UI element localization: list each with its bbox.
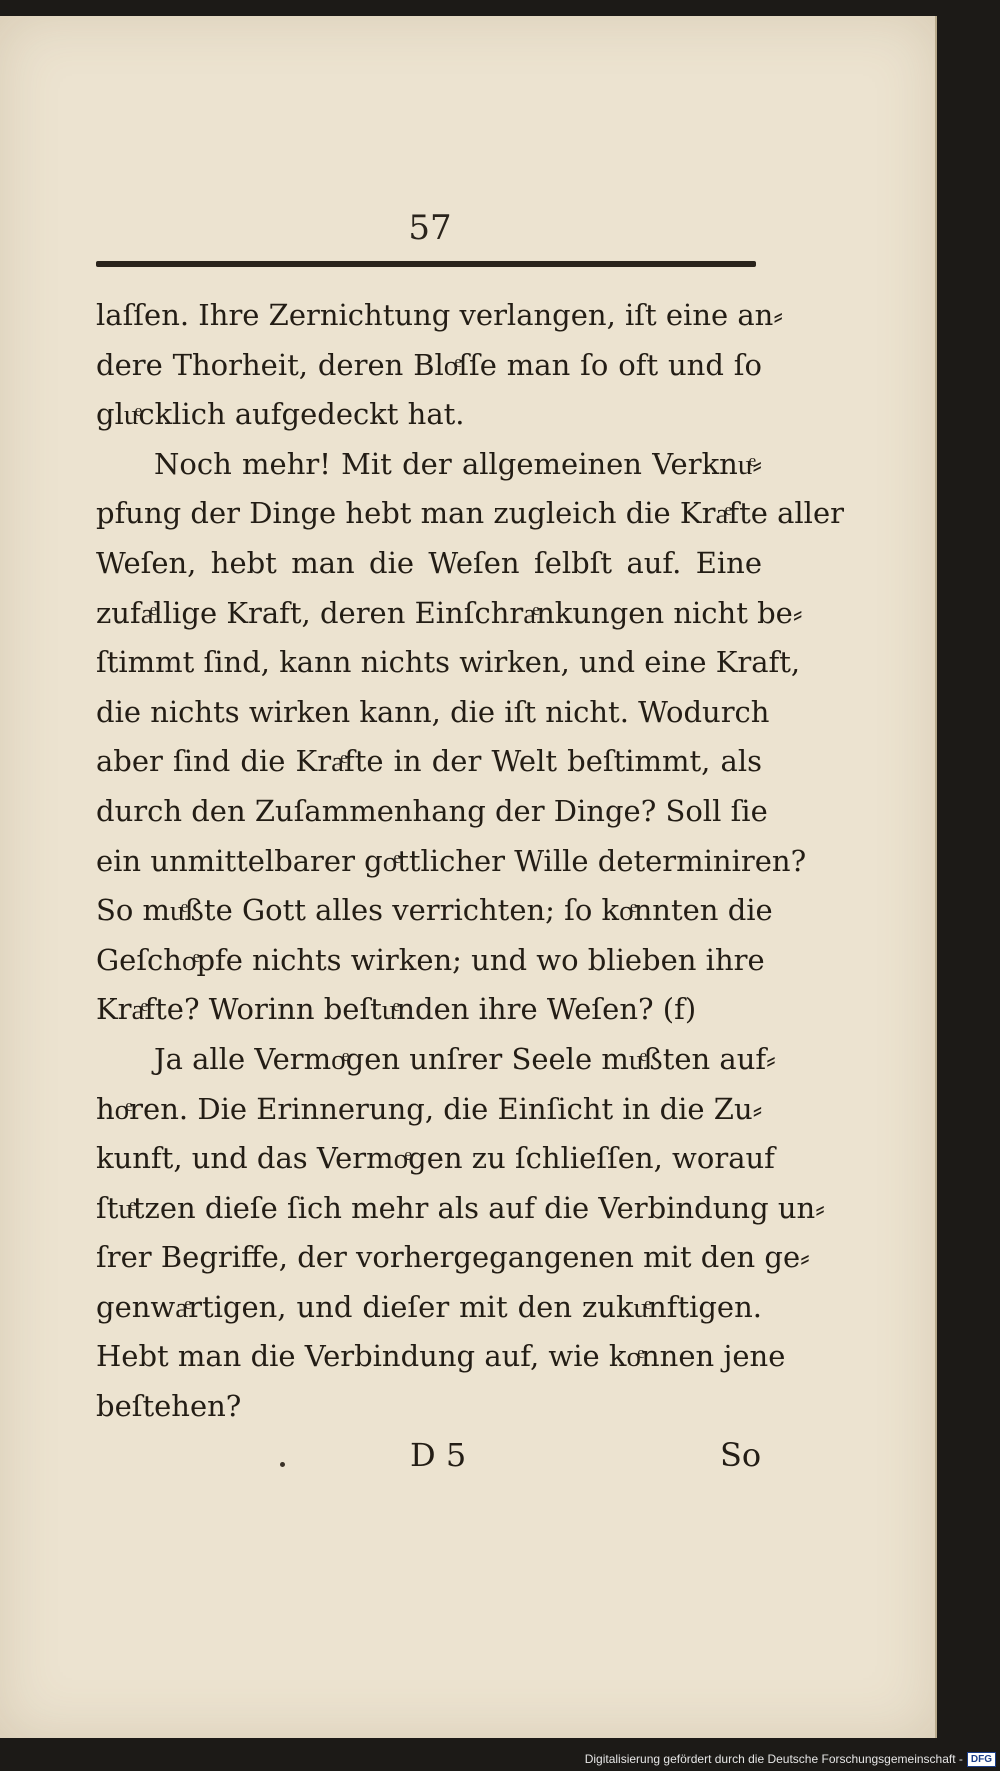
text-line: Geſchoͤpfe nichts wirken; und wo blieben ihre (96, 942, 765, 977)
page-number: 57 (408, 208, 452, 248)
digitization-footer (585, 1750, 996, 1768)
funding-credit: Digitalisierung gefördert durch die Deutsche Forschungsgemeinschaft - (584, 1752, 963, 1766)
text-line: ſtimmt ſind, kann nichts wirken, und eine Kraft, (96, 645, 801, 680)
text-line: ſtuͤtzen dieſe ſich mehr als auf die Verbindung un⸗ (96, 1190, 825, 1225)
text-line: pfung der Dinge hebt man zugleich die Kraͤfte aller (96, 496, 844, 531)
signature-mark: D 5 (410, 1436, 467, 1474)
text-line: Noch mehr! Mit der allgemeinen Verknuͤ⸗ (154, 446, 762, 481)
text-line: ſrer Begriffe, der vorhergegangenen mit den ge⸗ (96, 1240, 810, 1275)
text-line: aber ſind die Kraͤfte in der Welt beſtimmt, als (96, 744, 762, 779)
scanned-book-page (0, 16, 937, 1738)
text-line: durch den Zuſammenhang der Dinge? Soll ſie (96, 793, 768, 828)
dfg-logo: DFG (967, 1752, 996, 1767)
text-line: Hebt man die Verbindung auf, wie koͤnnen jene (96, 1339, 786, 1374)
text-line: dere Thorheit, deren Bloͤſſe man ſo oft und ſo (96, 347, 762, 382)
header-rule (96, 261, 756, 267)
text-line: zufaͤllige Kraft, deren Einſchraͤnkungen nicht be⸗ (96, 595, 803, 630)
text-line: die nichts wirken kann, die iſt nicht. Wodurch (96, 694, 770, 729)
text-line: laſſen. Ihre Zernichtung verlangen, iſt eine an⸗ (96, 298, 784, 332)
text-line: So muͤßte Gott alles verrichten; ſo koͤnnten die (96, 893, 773, 928)
ink-speck (280, 1462, 285, 1467)
text-line: gluͤcklich aufgedeckt hat. (96, 397, 465, 432)
catchword: So (720, 1436, 762, 1474)
text-line: hoͤren. Die Erinnerung, die Einſicht in die Zu⸗ (96, 1091, 763, 1126)
text-line: kunft, und das Vermoͤgen zu ſchlieſſen, worauf (96, 1141, 775, 1176)
text-line: genwaͤrtigen, und dieſer mit den zukuͤnftigen. (96, 1289, 762, 1324)
text-line: beſtehen? (96, 1389, 242, 1424)
text-line: ein unmittelbarer goͤttlicher Wille determiniren? (96, 843, 807, 878)
text-line: Weſen, hebt man die Weſen ſelbſt auf. Eine (96, 545, 762, 580)
text-line: Kraͤfte? Worinn beſtuͤnden ihre Weſen? (f) (96, 992, 697, 1027)
text-line: Ja alle Vermoͤgen unſrer Seele muͤßten auf⸗ (154, 1041, 776, 1076)
body-text (96, 291, 844, 1432)
